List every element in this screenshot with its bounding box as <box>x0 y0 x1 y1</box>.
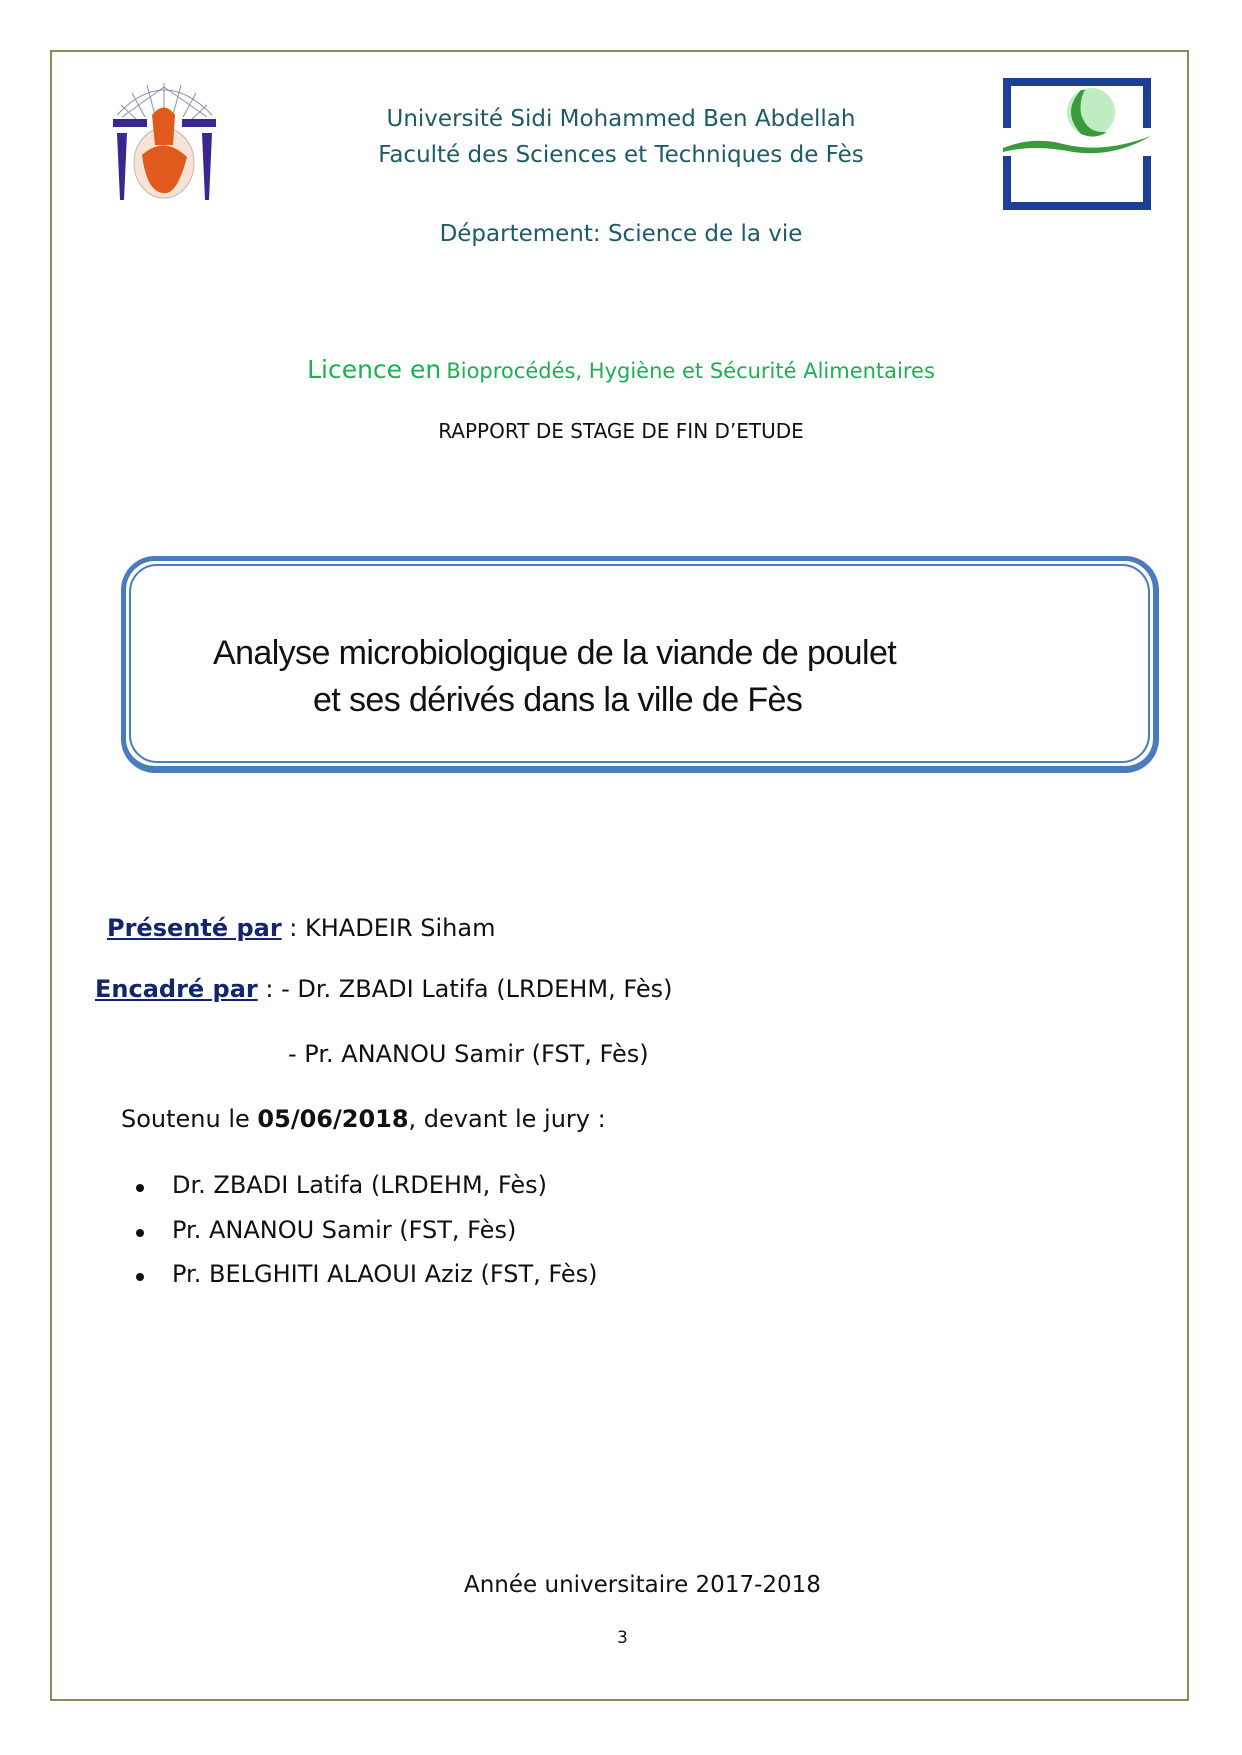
defense-prefix: Soutenu le <box>121 1105 258 1133</box>
degree-prefix: Licence en <box>307 355 442 384</box>
supervised-by-label: Encadré par <box>95 975 258 1003</box>
defense-line <box>121 1105 606 1133</box>
bullet-icon <box>136 1273 144 1281</box>
student-name: KHADEIR Siham <box>305 914 496 942</box>
defense-suffix: , devant le jury : <box>408 1105 606 1133</box>
academic-year: Année universitaire 2017-2018 <box>464 1572 821 1598</box>
degree-line <box>0 355 1242 384</box>
jury-member: Pr. ANANOU Samir (FST, Fès) <box>172 1216 517 1244</box>
university-name: Université Sidi Mohammed Ben Abdellah <box>386 106 856 132</box>
supervisor-1: - Dr. ZBADI Latifa (LRDEHM, Fès) <box>281 975 673 1003</box>
title-line-1: Analyse microbiologique de la viande de poulet <box>213 634 897 672</box>
jury-member: Pr. BELGHITI ALAOUI Aziz (FST, Fès) <box>172 1260 598 1288</box>
report-type: RAPPORT DE STAGE DE FIN D’ETUDE <box>438 419 804 443</box>
university-crest-logo <box>97 75 232 203</box>
faculty-name: Faculté des Sciences et Techniques de Fès <box>378 142 864 168</box>
presented-by-separator: : <box>281 914 306 942</box>
presented-by-row <box>107 914 495 942</box>
department-name: Département: Science de la vie <box>439 221 803 247</box>
title-line-2: et ses dérivés dans la ville de Fès <box>313 681 803 719</box>
page-frame <box>50 50 1189 1701</box>
jury-member: Dr. ZBADI Latifa (LRDEHM, Fès) <box>172 1171 548 1199</box>
degree-program: Bioprocédés, Hygiène et Sécurité Alimentaires <box>446 359 935 383</box>
bullet-icon <box>136 1184 144 1192</box>
supervisor-2: - Pr. ANANOU Samir (FST, Fès) <box>288 1040 649 1068</box>
supervised-by-separator: : <box>257 975 282 1003</box>
bullet-icon <box>136 1229 144 1237</box>
defense-date: 05/06/2018 <box>257 1105 409 1133</box>
page-number: 3 <box>617 1628 628 1648</box>
supervised-by-row <box>95 975 672 1003</box>
presented-by-label: Présenté par <box>107 914 282 942</box>
